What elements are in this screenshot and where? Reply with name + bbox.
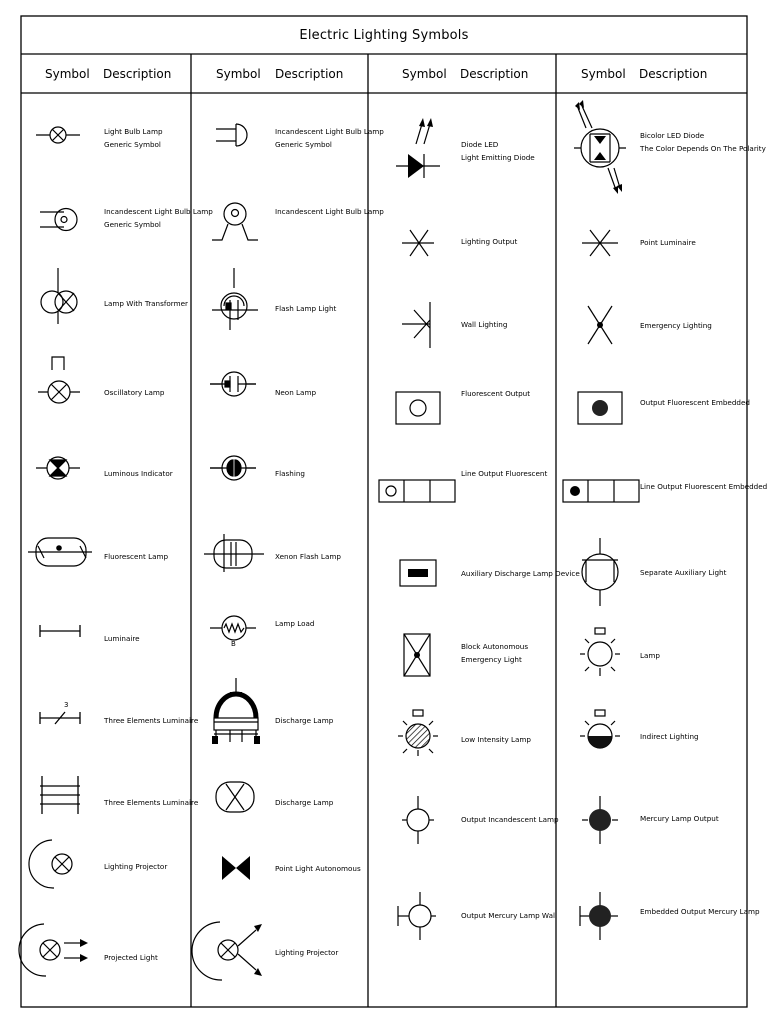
low-intensity-lamp-icon xyxy=(394,706,442,770)
incandescent-lamp-icon xyxy=(30,198,86,242)
description-label: Lamp xyxy=(640,651,660,660)
description-label: Lighting Output xyxy=(461,237,518,246)
column-header-description: Description xyxy=(639,67,708,81)
indirect-lighting-icon xyxy=(576,706,624,770)
description-label: Wall Lighting xyxy=(461,320,508,329)
fluorescent-lamp-icon xyxy=(26,530,94,574)
description-label: Lighting Projector xyxy=(275,948,339,957)
discharge-lamp-oval-icon xyxy=(210,778,262,818)
description-label: Fluorescent Lamp xyxy=(104,552,169,561)
page-title: Electric Lighting Symbols xyxy=(299,27,469,43)
description-label: Block Autonomous Emergency Light xyxy=(461,642,529,664)
description-label: Separate Auxiliary Light xyxy=(640,568,727,577)
description-label: Point Light Autonomous xyxy=(275,864,361,873)
description-label: Output Incandescent Lamp xyxy=(461,815,559,824)
description-label: Oscillatory Lamp xyxy=(104,388,165,397)
description-label: Flashing xyxy=(275,469,305,478)
block-autonomous-icon xyxy=(400,630,436,680)
line-output-fluorescent-icon xyxy=(376,476,458,506)
description-label: Low Intensity Lamp xyxy=(461,735,531,744)
point-luminaire-icon xyxy=(578,226,622,260)
svg-text:3: 3 xyxy=(64,701,69,709)
projected-light-icon xyxy=(30,920,94,980)
discharge-lamp-icon xyxy=(206,676,266,752)
line-output-fluorescent-embedded-icon xyxy=(560,476,642,506)
flashing-icon xyxy=(206,446,262,490)
description-label: Incandescent Light Bulb Lamp Generic Symbol xyxy=(104,207,213,229)
lamp-load-icon xyxy=(206,606,262,654)
description-label: Mercury Lamp Output xyxy=(640,814,719,823)
point-light-autonomous-icon xyxy=(216,852,256,884)
column-header-description: Description xyxy=(460,67,529,81)
description-label: Luminous Indicator xyxy=(104,469,173,478)
description-label: Diode LED Light Emitting Diode xyxy=(461,140,535,162)
description-label: Indirect Lighting xyxy=(640,732,699,741)
output-fluorescent-embedded-icon xyxy=(574,388,626,428)
led-diode-icon xyxy=(392,114,444,184)
svg-text:B: B xyxy=(231,640,236,648)
flash-lamp-icon xyxy=(208,266,264,332)
lamp-rays-icon xyxy=(576,624,624,688)
description-label: Line Output Fluorescent xyxy=(461,469,548,478)
column-header-symbol: Symbol xyxy=(216,67,261,81)
lighting-projector-arrows-icon xyxy=(206,918,270,984)
lamp-with-transformer-icon xyxy=(30,266,86,326)
column-header-symbol: Symbol xyxy=(402,67,447,81)
description-label: Three Elements Luminaire xyxy=(104,798,199,807)
emergency-lighting-icon xyxy=(580,302,620,348)
description-label: Output Mercury Lamp Wall xyxy=(461,911,557,920)
description-label: Embedded Output Mercury Lamp xyxy=(640,907,760,916)
column-header-symbol: Symbol xyxy=(45,67,90,81)
description-label: Flash Lamp Light xyxy=(275,304,337,313)
description-label: Line Output Fluorescent Embedded xyxy=(640,482,768,491)
oscillatory-lamp-icon xyxy=(30,352,86,412)
fluorescent-output-icon xyxy=(392,388,444,428)
neon-lamp-icon xyxy=(206,362,262,406)
description-label: Fluorescent Output xyxy=(461,389,531,398)
description-label: Luminaire xyxy=(104,634,140,643)
incandescent-bulb-icon xyxy=(206,113,262,157)
xenon-flash-lamp-icon xyxy=(200,530,268,578)
column-header-description: Description xyxy=(103,67,172,81)
description-label: Neon Lamp xyxy=(275,388,317,397)
description-label: Xenon Flash Lamp xyxy=(275,552,341,561)
description-label: Three Elements Luminaire xyxy=(104,716,199,725)
description-label: Lighting Projector xyxy=(104,862,168,871)
lamp-generic-icon xyxy=(30,113,86,157)
auxiliary-discharge-icon xyxy=(396,556,440,590)
separate-auxiliary-light-icon xyxy=(576,536,624,608)
embedded-output-mercury-icon xyxy=(574,890,624,942)
description-label: Output Fluorescent Embedded xyxy=(640,398,750,407)
lighting-output-icon xyxy=(398,226,438,260)
description-label: Discharge Lamp xyxy=(275,716,334,725)
description-label: Auxiliary Discharge Lamp Device xyxy=(461,569,580,578)
mercury-lamp-output-icon xyxy=(578,794,622,846)
incandescent-bulb-base-icon xyxy=(206,192,262,246)
output-mercury-wall-icon xyxy=(392,890,440,942)
luminous-indicator-icon xyxy=(30,446,86,490)
lighting-projector-icon xyxy=(38,836,88,892)
description-label: Projected Light xyxy=(104,953,158,962)
description-label: Bicolor LED Diode The Color Depends On The Polarity xyxy=(640,131,766,153)
description-label: Incandescent Light Bulb Lamp Generic Symbol xyxy=(275,127,384,149)
bicolor-led-icon xyxy=(570,98,630,198)
wall-lighting-icon xyxy=(398,300,438,352)
description-label: Point Luminaire xyxy=(640,238,696,247)
description-label: Lamp Load xyxy=(275,619,315,628)
output-incandescent-icon xyxy=(398,794,438,846)
description-label: Emergency Lighting xyxy=(640,321,712,330)
column-header-description: Description xyxy=(275,67,344,81)
description-label: Incandescent Light Bulb Lamp xyxy=(275,207,384,216)
three-elements-luminaire-bars-icon xyxy=(36,772,84,820)
description-label: Light Bulb Lamp Generic Symbol xyxy=(104,127,163,149)
description-label: Discharge Lamp xyxy=(275,798,334,807)
column-header-symbol: Symbol xyxy=(581,67,626,81)
three-elements-luminaire-icon xyxy=(36,698,84,732)
luminaire-icon xyxy=(36,616,84,646)
description-label: Lamp With Transformer xyxy=(104,299,188,308)
